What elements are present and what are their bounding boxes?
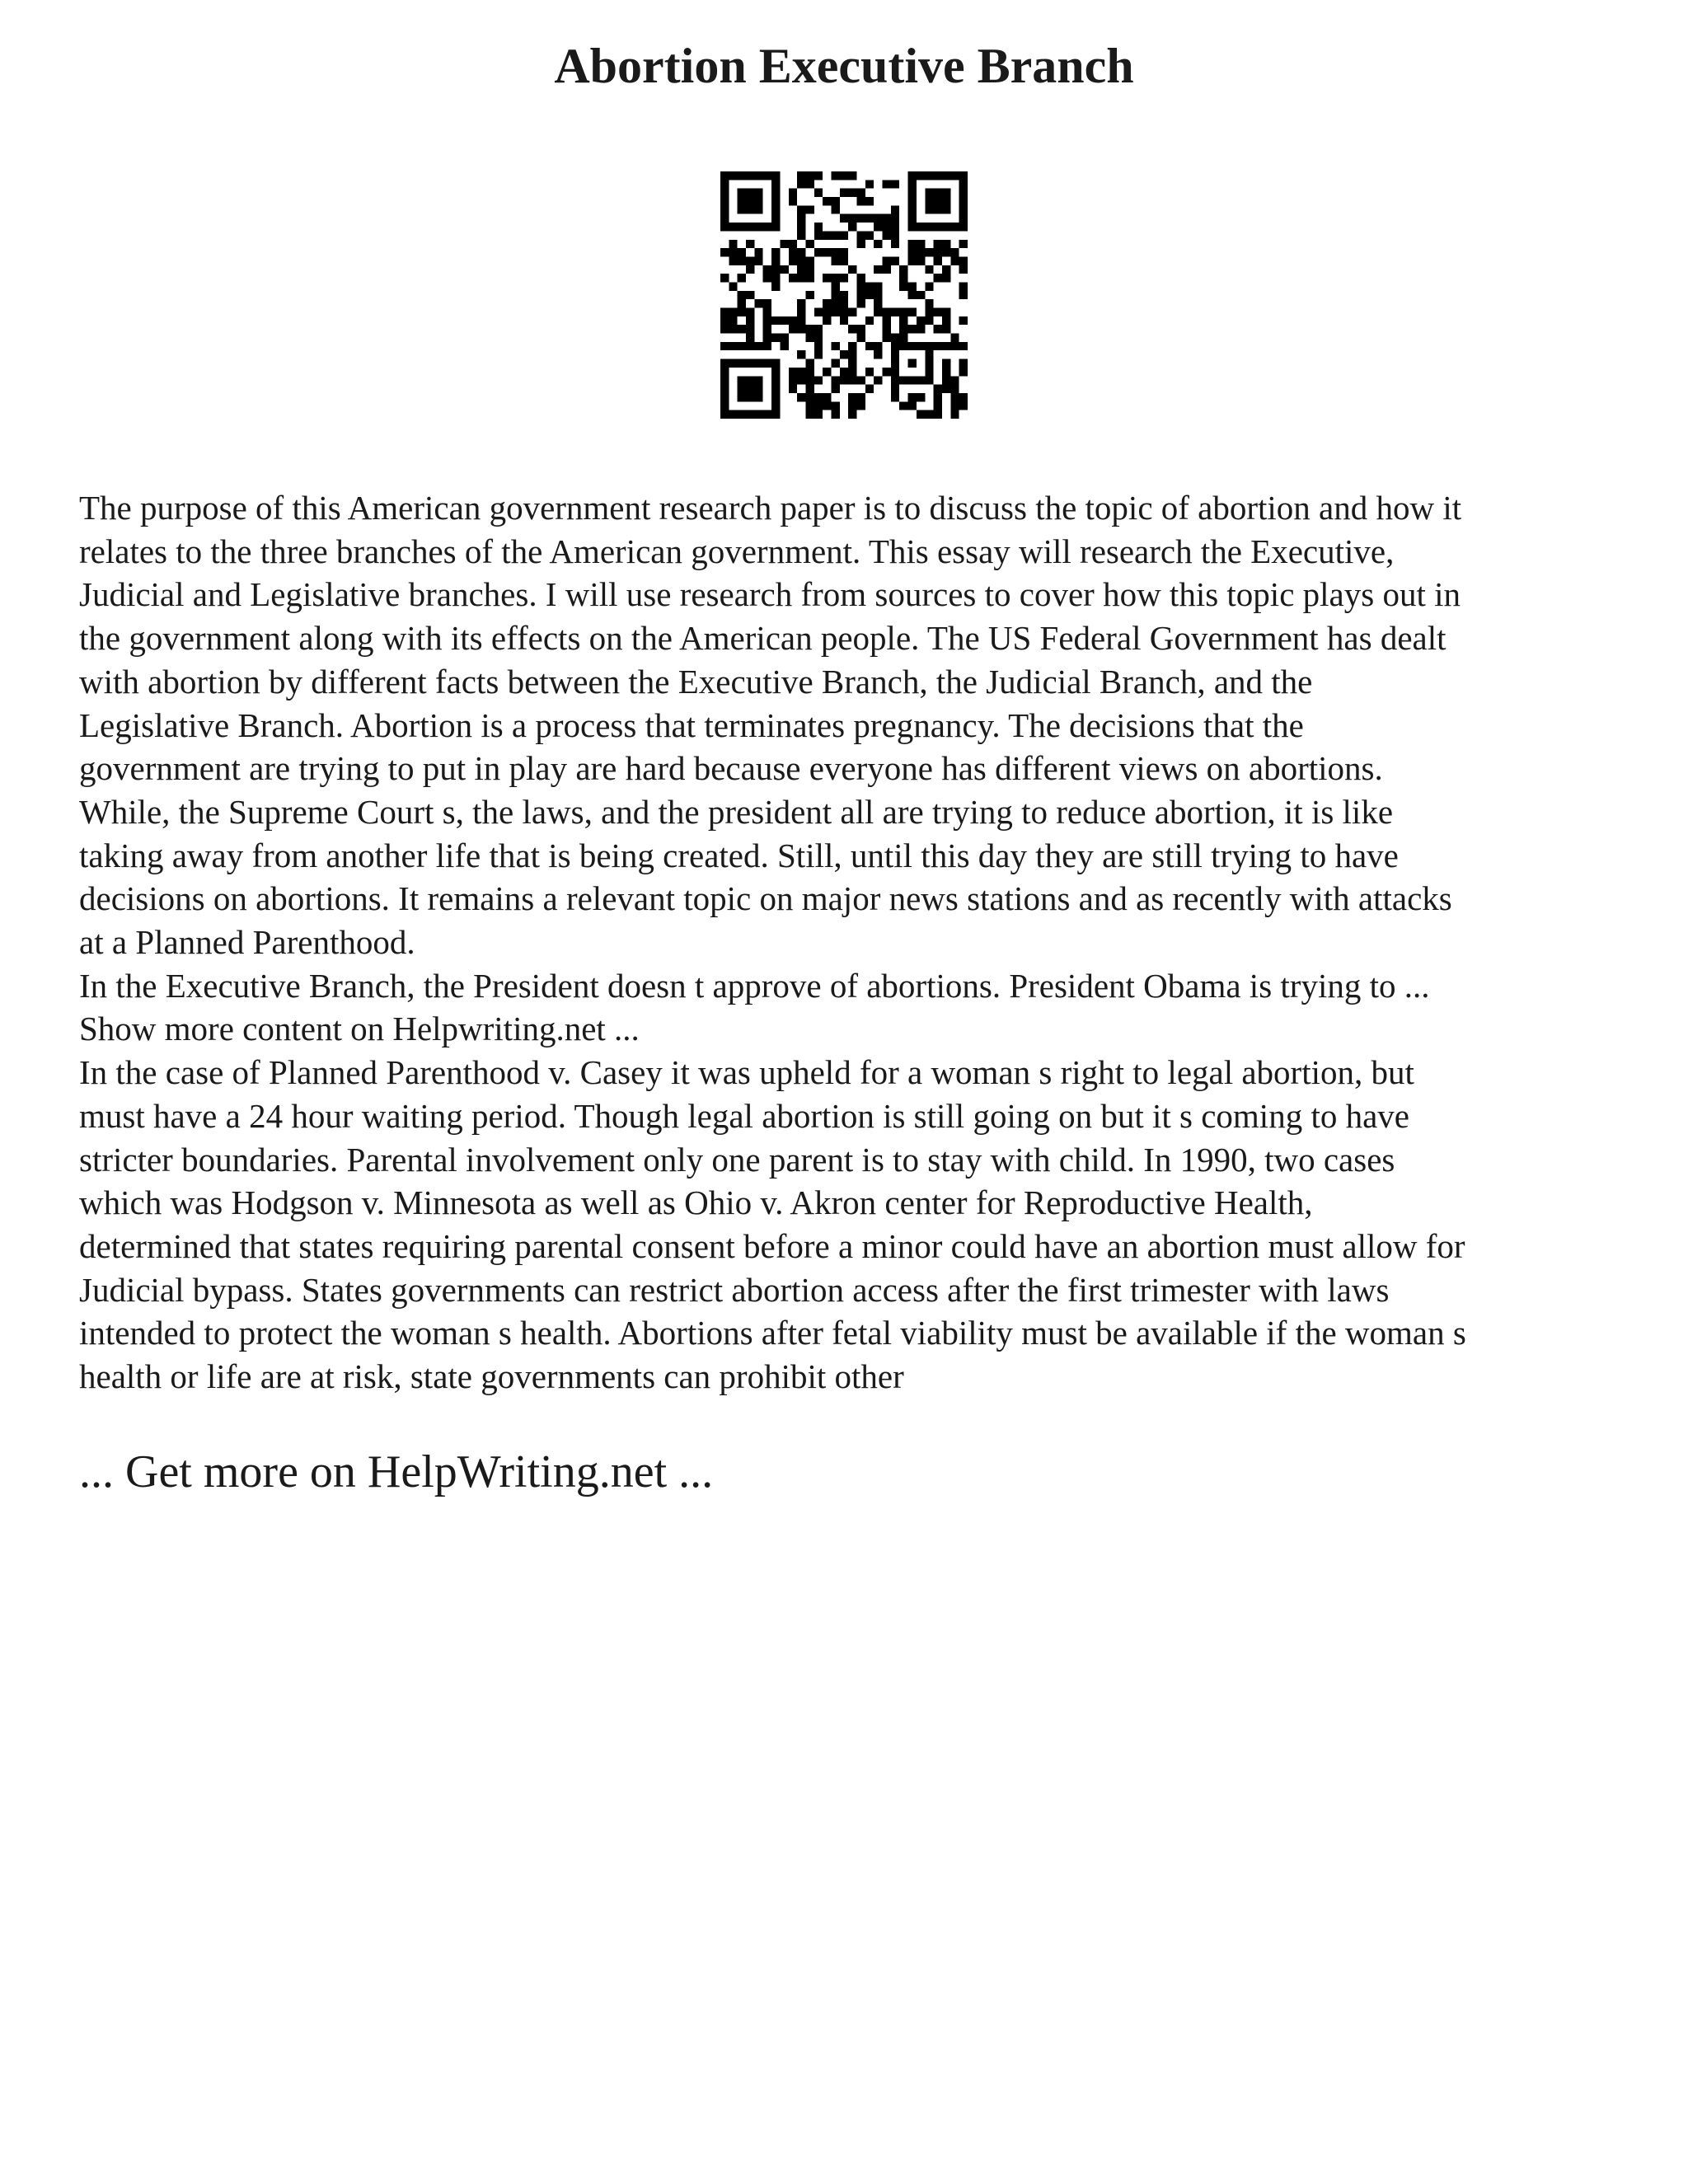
body-line: In the case of Planned Parenthood v. Casey it was upheld for a woman s right to legal abortion, but	[79, 1053, 1414, 1092]
body-line: the government along with its effects on the American people. The US Federal Government has dealt	[79, 619, 1447, 658]
body-line: Legislative Branch. Abortion is a process that terminates pregnancy. The decisions that the	[79, 705, 1304, 744]
body-line: Show more content on Helpwriting.net ...	[79, 1010, 640, 1048]
body-line: health or life are at risk, state governments can prohibit other	[79, 1357, 904, 1396]
get-more-link[interactable]: ... Get more on HelpWriting.net ...	[79, 1446, 714, 1497]
body-line: Judicial and Legislative branches. I will use research from sources to cover how this topic plays out in	[79, 575, 1461, 614]
body-line: which was Hodgson v. Minnesota as well as Ohio v. Akron center for Reproductive Health,	[79, 1183, 1313, 1222]
body-line: determined that states requiring parental consent before a minor could have an abortion must allow for	[79, 1226, 1465, 1265]
body-line: decisions on abortions. It remains a relevant topic on major news stations and as recently with attacks	[79, 879, 1452, 918]
body-line: stricter boundaries. Parental involvement only one parent is to stay with child. In 1990, two cases	[79, 1140, 1395, 1179]
body-line: intended to protect the woman s health. Abortions after fetal viability must be available if the woman s	[79, 1314, 1466, 1352]
body-line: with abortion by different facts between the Executive Branch, the Judicial Branch, and the	[79, 662, 1313, 701]
body-text	[79, 486, 1629, 1399]
body-line: at a Planned Parenthood.	[79, 923, 415, 962]
body-line: government are trying to put in play are hard because everyone has different views on abortions.	[79, 749, 1383, 788]
body-line: Judicial bypass. States governments can restrict abortion access after the first trimester with laws	[79, 1270, 1390, 1309]
body-line: relates to the three branches of the American government. This essay will research the Executive,	[79, 532, 1395, 570]
body-line: taking away from another life that is being created. Still, until this day they are still trying to have	[79, 836, 1399, 874]
body-line: The purpose of this American government research paper is to discuss the topic of abortion and how it	[79, 489, 1462, 527]
qr-code-icon	[720, 171, 968, 419]
page-title: Abortion Executive Branch	[554, 39, 1134, 93]
body-line: While, the Supreme Court s, the laws, and the president all are trying to reduce abortion, it is like	[79, 792, 1394, 831]
qr-code-graphic	[720, 171, 968, 419]
body-line: In the Executive Branch, the President doesn t approve of abortions. President Obama is trying to ...	[79, 966, 1430, 1005]
body-line: must have a 24 hour waiting period. Though legal abortion is still going on but it s coming to have	[79, 1096, 1409, 1135]
